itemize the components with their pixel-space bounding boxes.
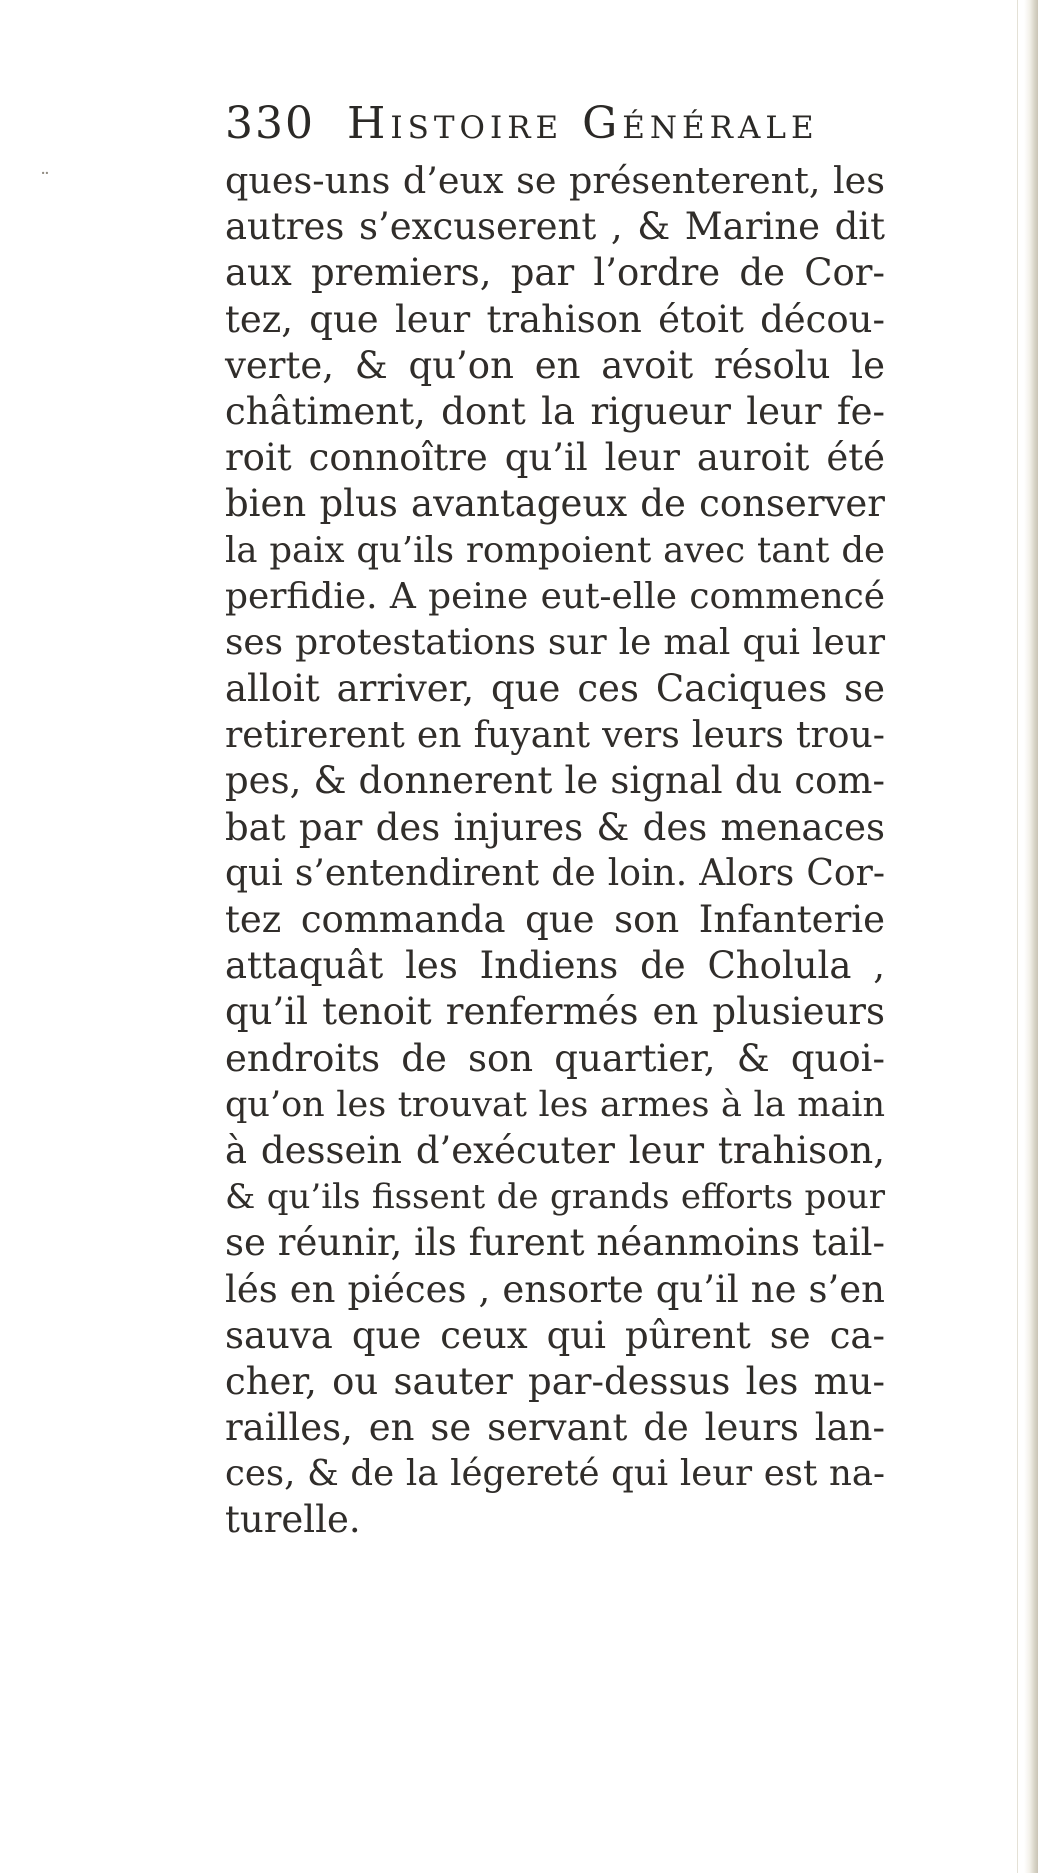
text-line: bien plus avantageux de conserver: [225, 482, 885, 526]
text-line: se réunir, ils furent néanmoins tail-: [225, 1221, 885, 1265]
text-line: verte, & qu’on en avoit résolu le: [225, 343, 885, 387]
text-line: autres s’excuserent , & Marine dit: [225, 205, 885, 249]
text-line: alloit arriver, que ces Caciques se: [225, 667, 885, 711]
text-line: retirerent en fuyant vers leurs trou-: [225, 713, 885, 757]
text-line: & qu’ils fissent de grands efforts pour: [225, 1177, 885, 1218]
ink-speck: ¨: [40, 168, 50, 192]
text-line: tez commanda que son Infanterie: [225, 898, 885, 941]
text-line: qu’on les trouvat les armes à la main: [225, 1084, 885, 1125]
text-line: roit connoître qu’il leur auroit été: [225, 436, 885, 480]
text-line: bat par des injures & des menaces: [225, 805, 885, 849]
text-line: endroits de son quartier, & quoi-: [225, 1036, 885, 1080]
text-line: cher, ou sauter par-dessus les mu-: [225, 1359, 885, 1403]
text-line: ses protestations sur le mal qui leur: [225, 621, 885, 663]
text-line: la paix qu’ils rompoient avec tant de: [225, 529, 885, 571]
body-text: [225, 158, 885, 1544]
text-line: perfidie. A peine eut-elle commencé: [225, 575, 885, 617]
text-line: aux premiers, par l’ordre de Cor-: [225, 251, 885, 295]
text-line: pes, & donnerent le signal du com-: [225, 759, 885, 803]
text-line: à dessein d’exécuter leur trahison,: [225, 1128, 885, 1172]
text-line: attaquât les Indiens de Cholula ,: [225, 944, 885, 988]
text-line: ces, & de la légereté qui leur est na-: [225, 1453, 885, 1495]
page-header: [225, 94, 885, 154]
text-line: sauva que ceux qui pûrent se ca-: [225, 1313, 885, 1357]
page-binding-edge: [1024, 0, 1038, 1873]
text-line: châtiment, dont la rigueur leur fe-: [225, 389, 885, 433]
text-line: ques-uns d’eux se présenterent, les: [225, 159, 885, 202]
text-line: railles, en se servant de leurs lan-: [225, 1406, 885, 1450]
text-line: tez, que leur trahison étoit décou-: [225, 297, 885, 341]
running-head: Histoire Générale: [347, 98, 819, 149]
text-line: turelle.: [225, 1498, 361, 1542]
text-line: qui s’entendirent de loin. Alors Cor-: [225, 852, 885, 894]
page-fold-line: [1017, 0, 1018, 1873]
text-line: qu’il tenoit renfermés en plusieurs: [225, 990, 885, 1034]
text-line: lés en piéces , ensorte qu’il ne s’en: [225, 1267, 885, 1311]
page-number: 330: [225, 98, 315, 149]
